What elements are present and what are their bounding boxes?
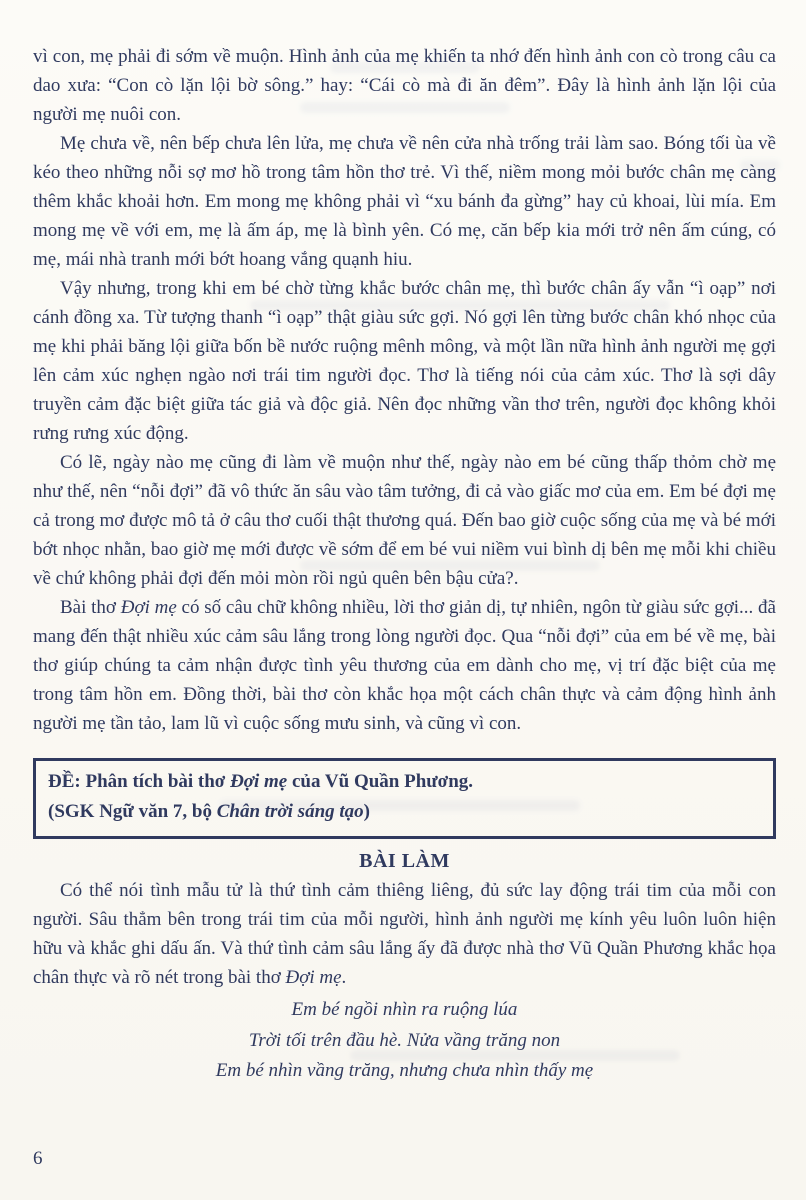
- essay-body: [33, 876, 776, 992]
- text-segment: vì con, mẹ phải đi sớm về muộn. Hình ảnh của mẹ khiến ta nhớ đến hình ảnh con cò trong câu ca dao xưa: “Con cò lặn lội bờ sông.” hay: “Cái cò mà đi ăn đêm”. Đây là hình ảnh lặn lội của người mẹ nuôi con.: [33, 46, 776, 125]
- poem-line: Trời tối trên đầu hè. Nửa vầng trăng non: [248, 1029, 561, 1051]
- text-segment: Có thể nói tình mẫu tử là thứ tình cảm thiêng liêng, đủ sức lay động trái tim của mỗi con người. Sâu thẳm bên trong trái tim của mỗi người, hình ảnh người mẹ kính yêu luôn luôn hiện hữu và khắc ghi dấu ấn. Và thứ tình cảm sâu lắng ấy đã được nhà thơ Vũ Quần Phương khắc họa chân thực và rõ nét trong bài thơ: [33, 880, 776, 988]
- paragraph: [33, 42, 776, 129]
- commentary-text: [33, 42, 776, 738]
- text-segment: ): [363, 801, 370, 822]
- paragraph: [33, 129, 776, 274]
- paragraph: [33, 448, 776, 593]
- page-number: 6: [33, 1148, 43, 1169]
- text-segment: Có lẽ, ngày nào mẹ cũng đi làm về muộn như thế, ngày nào em bé cũng thấp thỏm chờ mẹ như thế, nên “nỗi đợi” đã vô thức ăn sâu vào tâm tưởng, đi cả vào giấc mơ của em. Em bé đợi mẹ cả trong mơ được mô tả ở câu thơ cuối thật thương quá. Đến bao giờ cuộc sống của mẹ và bé mới bớt nhọc nhằn, bao giờ mẹ mới được về sớm để em bé vui niềm vui bình dị bên mẹ mỗi khi chiều về chứ không phải đợi đến mỏi mòn rồi ngủ quên bên bậu cửa?.: [33, 452, 776, 589]
- text-segment: Chân trời sáng tạo: [216, 801, 364, 822]
- paragraph: [33, 593, 776, 738]
- text-segment: của Vũ Quần Phương.: [287, 771, 474, 792]
- text-segment: Mẹ chưa về, nên bếp chưa lên lửa, mẹ chưa về nên cửa nhà trống trải làm sao. Bóng tối ùa về kéo theo những nỗi sợ mơ hồ trong tâm hồn thơ trẻ. Vì thế, niềm mong mỏi bước chân mẹ càng thêm khắc khoải hơn. Em mong mẹ không phải vì “xu bánh đa gừng” hay củ khoai, lùi mía. Em mong mẹ về với em, mẹ là ấm áp, mẹ là bình yên. Có mẹ, căn bếp kia mới trở nên ấm cúng, có mẹ, mái nhà tranh mới bớt hoang vắng quạnh hiu.: [33, 133, 776, 270]
- text-segment: Vậy nhưng, trong khi em bé chờ từng khắc bước chân mẹ, thì bước chân ấy vẫn “ì oạp” nơi cánh đồng xa. Từ tượng thanh “ì oạp” thật giàu sức gợi. Nó gợi lên từng bước chân khó nhọc của mẹ khi phải băng lội giữa bốn bề nước ruộng mênh mông, và một lần nữa hình ảnh người mẹ gợi lên cảm xúc nghẹn ngào nơi trái tim người đọc. Thơ là tiếng nói của cảm xúc. Thơ là sợi dây truyền cảm đặc biệt giữa tác giả và độc giả. Nên đọc những vần thơ trên, người đọc không khỏi rưng rưng xúc động.: [33, 278, 776, 444]
- essay-heading: BÀI LÀM: [359, 850, 450, 872]
- text-segment: Đợi mẹ: [120, 597, 177, 618]
- text-segment: có số câu chữ không nhiều, lời thơ giản dị, tự nhiên, ngôn từ giàu sức gợi... đã mang đến thật nhiều xúc cảm sâu lắng trong lòng người đọc. Qua “nỗi đợi” của em bé về mẹ, bài thơ giúp chúng ta cảm nhận được tình yêu thương của em dành cho mẹ, vị trí đặc biệt của mẹ trong tâm hồn em. Đồng thời, bài thơ còn khắc họa một cách chân thực và cảm động hình ảnh người mẹ tần tảo, lam lũ vì cuộc sống mưu sinh, và cũng vì con.: [33, 597, 776, 734]
- poem-quote: [33, 995, 776, 1087]
- paragraph: [33, 274, 776, 448]
- prompt-line: [48, 797, 761, 827]
- prompt-line: [48, 767, 761, 797]
- text-segment: .: [341, 967, 347, 988]
- poem-line: Em bé ngồi nhìn ra ruộng lúa: [291, 999, 518, 1020]
- text-segment: Đợi mẹ: [285, 967, 342, 988]
- text-segment: Đợi mẹ: [230, 771, 288, 792]
- text-segment: (SGK Ngữ văn 7, bộ: [48, 801, 217, 822]
- essay-prompt-box: [33, 758, 776, 839]
- paragraph: [33, 876, 776, 992]
- text-segment: Bài thơ: [60, 597, 121, 618]
- poem-line: Em bé nhìn vầng trăng, nhưng chưa nhìn thấy mẹ: [215, 1060, 594, 1081]
- text-segment: ĐỀ: Phân tích bài thơ: [48, 771, 231, 792]
